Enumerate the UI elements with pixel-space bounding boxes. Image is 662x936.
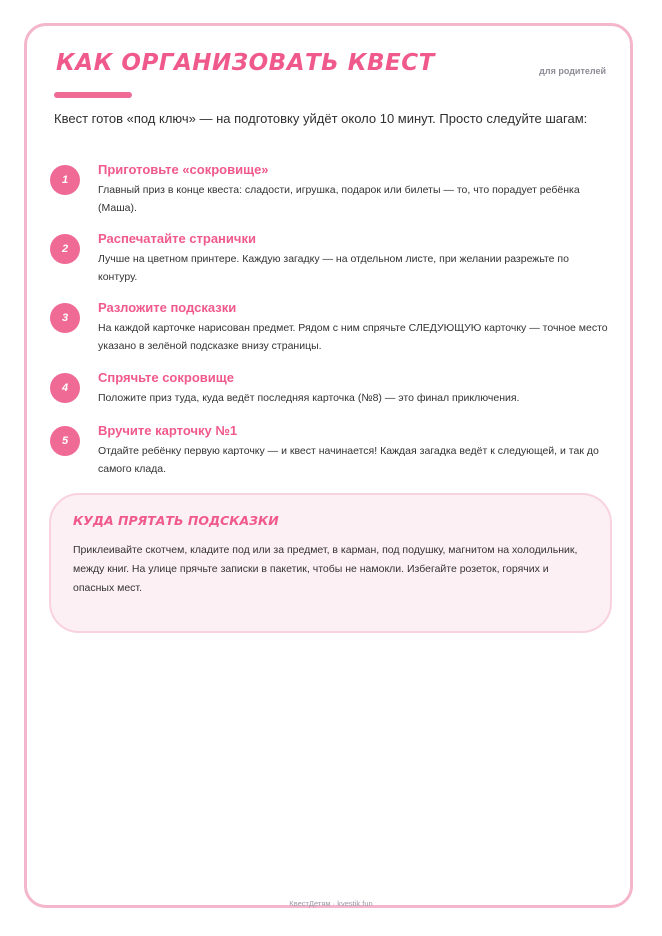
step-title: Разложите подсказки	[98, 300, 237, 315]
step-number-badge: 5	[50, 426, 80, 456]
step-description: Отдайте ребёнку первую карточку — и квест начинается! Каждая загадка ведёт к следующей, и так до самого клада.	[98, 445, 599, 475]
step-title: Распечатайте странички	[98, 231, 256, 246]
step-number-badge: 2	[50, 234, 80, 264]
step-title: Спрячьте сокровище	[98, 370, 234, 385]
step-number-badge: 3	[50, 303, 80, 333]
step-description: Лучше на цветном принтере. Каждую загадку — на отдельном листе, при желании разрежьте по контуру.	[98, 253, 569, 283]
page-footer: КвестДетям · kvestik.fun	[289, 899, 373, 908]
step-description: На каждой карточке нарисован предмет. Рядом с ним спрячьте СЛЕДУЮЩУЮ карточку — точное место указано в зелёной подсказке внизу страницы.	[98, 322, 608, 352]
audience-label: для родителей	[539, 66, 606, 76]
page-title: КАК ОРГАНИЗОВАТЬ КВЕСТ	[56, 50, 435, 76]
step-number-badge: 4	[50, 373, 80, 403]
step-title: Вручите карточку №1	[98, 423, 238, 438]
step-description: Положите приз туда, куда ведёт последняя карточка (№8) — это финал приключения.	[98, 392, 520, 404]
hiding-tips-box	[49, 493, 612, 633]
tips-text: Приклеивайте скотчем, кладите под или за предмет, в карман, под подушку, магнитом на холодильник, между книг. На улице прячьте записки в пакетик, чтобы не намокли. Избегайте розеток, горячих и опасных мест.	[73, 544, 578, 594]
intro-text: Квест готов «под ключ» — на подготовку уйдёт около 10 минут. Просто следуйте шагам:	[54, 111, 588, 126]
title-accent-bar	[54, 92, 132, 98]
tips-title: КУДА ПРЯТАТЬ ПОДСКАЗКИ	[73, 513, 279, 528]
step-description: Главный приз в конце квеста: сладости, игрушка, подарок или билеты — то, что порадует ребёнка (Маша).	[98, 184, 580, 214]
step-number-badge: 1	[50, 165, 80, 195]
step-title: Приготовьте «сокровище»	[98, 162, 269, 177]
